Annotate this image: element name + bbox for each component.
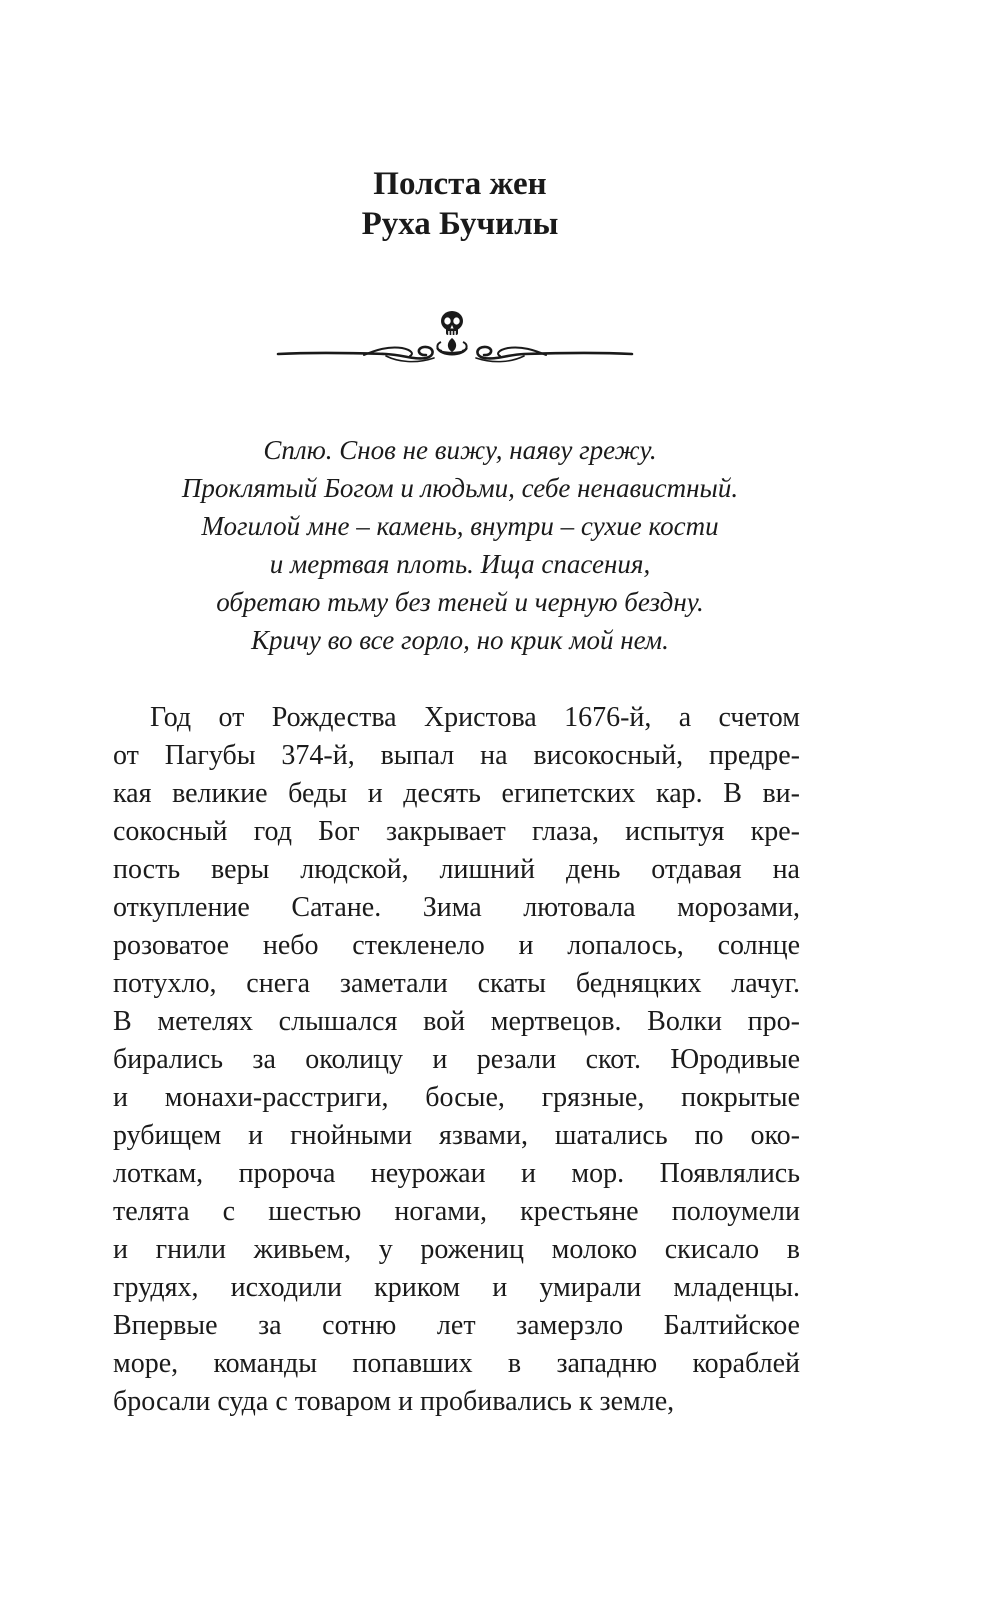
epigraph-line: Кричу во все горло, но крик мой нем.	[251, 625, 669, 655]
body-line: Впервые за сотню лет замерзло Балтийское	[113, 1310, 800, 1341]
epigraph-line: Могилой мне – камень, внутри – сухие кости	[201, 511, 719, 541]
epigraph-line: Сплю. Снов не вижу, наяву грежу.	[263, 435, 657, 465]
chapter-title-line-1: Полста жен	[373, 166, 547, 202]
body-line: сокосный год Бог закрывает глаза, испытуя кре-	[113, 816, 800, 847]
body-line: бирались за околицу и резали скот. Юродивые	[113, 1044, 800, 1075]
body-line: и гнили живьем, у рожениц молоко скисало в	[113, 1234, 800, 1265]
body-line: откупление Сатане. Зима лютовала морозами,	[113, 892, 800, 923]
body-line: кая великие беды и десять египетских кар. В ви-	[113, 778, 800, 809]
body-line: В метелях слышался вой мертвецов. Волки про-	[113, 1006, 800, 1037]
skull-flourish-icon	[276, 306, 634, 370]
epigraph-line: обретаю тьму без теней и черную бездну.	[216, 587, 704, 617]
body-line: рубищем и гнойными язвами, шатались по око-	[113, 1120, 800, 1151]
body-line: Год от Рождества Христова 1676-й, а счетом	[150, 702, 800, 733]
epigraph-line: и мертвая плоть. Ища спасения,	[269, 549, 651, 579]
body-line: розоватое небо стекленело и лопалось, солнце	[113, 930, 800, 961]
body-line: море, команды попавших в западню кораблей	[113, 1348, 800, 1379]
body-line: лоткам, пророча неурожаи и мор. Появлялись	[113, 1158, 800, 1189]
body-line: телята с шестью ногами, крестьяне полоумели	[113, 1196, 800, 1227]
body-line: пость веры людской, лишний день отдавая на	[113, 854, 800, 885]
body-line: и монахи-расстриги, босые, грязные, покрытые	[113, 1082, 800, 1113]
body-line: грудях, исходили криком и умирали младенцы.	[113, 1272, 800, 1303]
chapter-title-line-2: Руха Бучилы	[361, 206, 559, 242]
body-line: потухло, снега заметали скаты бедняцких лачуг.	[113, 968, 800, 999]
body-line: от Пагубы 374-й, выпал на високосный, предре-	[113, 740, 800, 771]
epigraph-line: Проклятый Богом и людьми, себе ненавистный.	[181, 473, 739, 503]
body-line: бросали суда с товаром и пробивались к земле,	[113, 1386, 675, 1417]
